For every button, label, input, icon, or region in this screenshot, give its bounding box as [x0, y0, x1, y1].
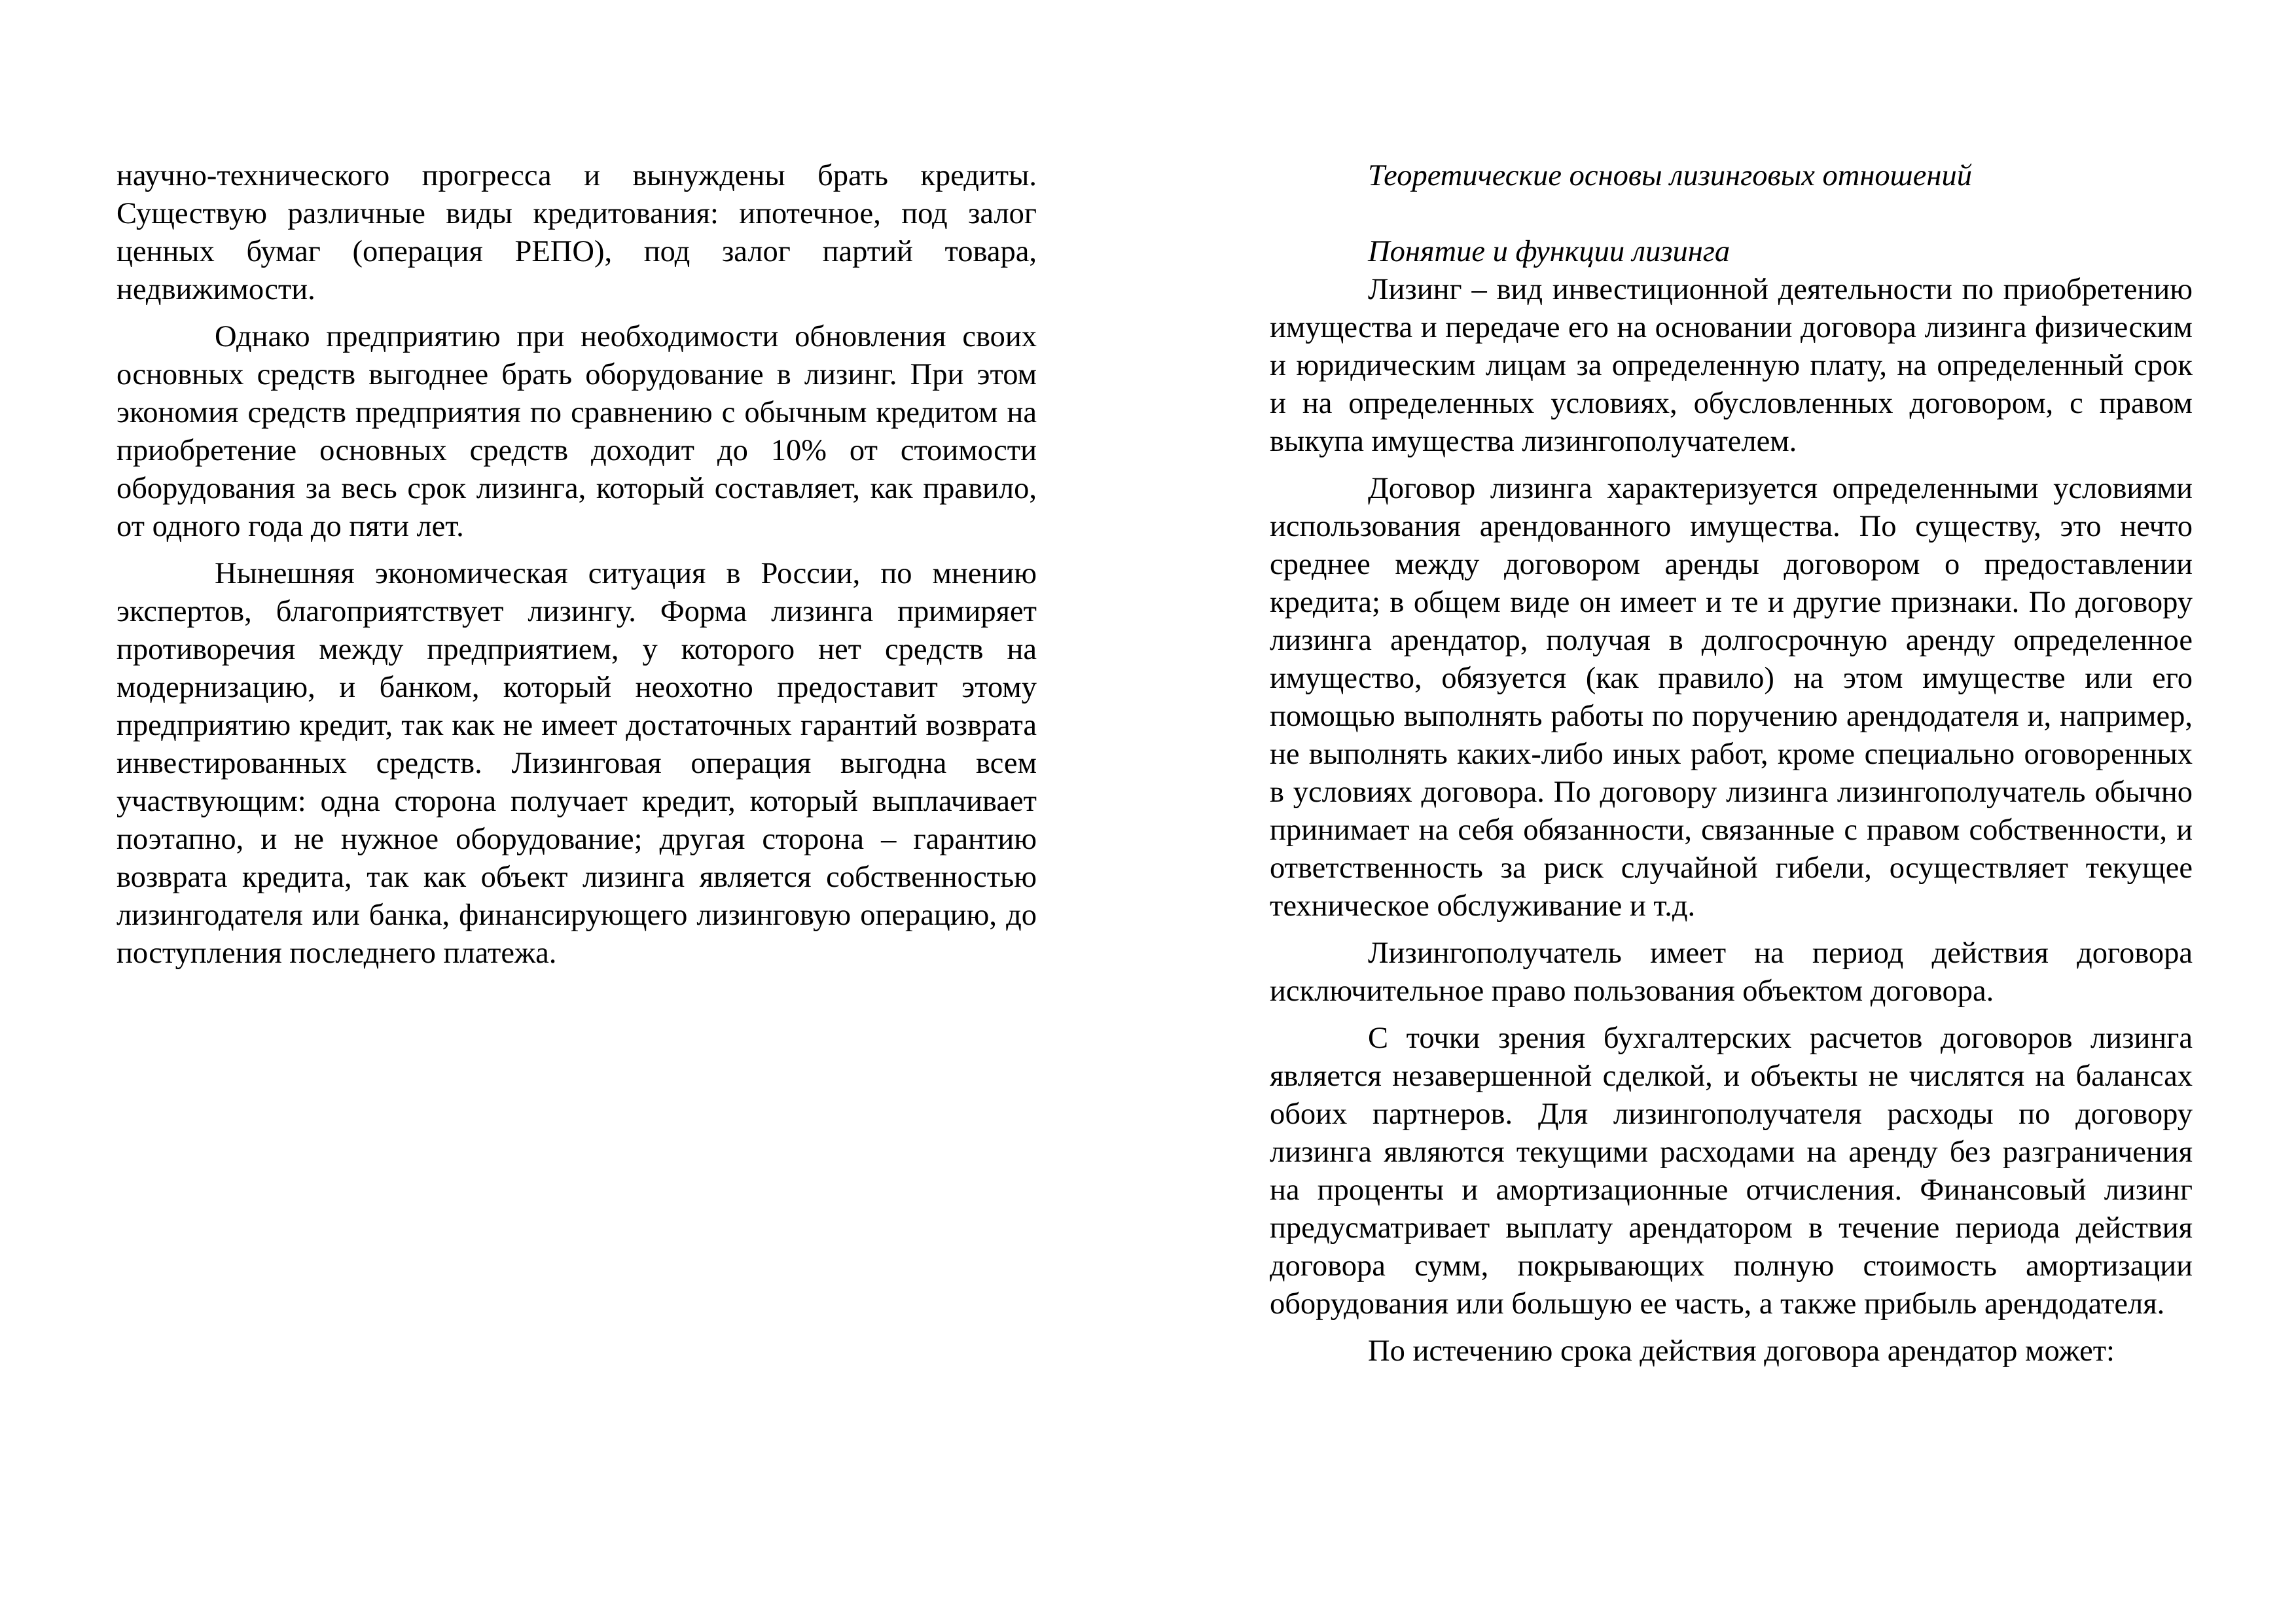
paragraph-accounting: С точки зрения бухгалтерских расчетов договоров лизинга является незавершенной сделкой, и объекты не числятся на балансах обоих партнеров. Для лизингополучателя расходы по договору лизинга являются текущими расходами на аренду без разграничения на проценты и амортизационные отчисления. Финансовый лизинг предусматривает выплату арендатором в течение периода действия договора сумм, покрывающих полную стоимость амортизации оборудования или большую ее часть, а также прибыль арендодателя. [1270, 1022, 2193, 1321]
paragraph-leasing-contract: Договор лизинга характеризуется определенными условиями использования арендованного имущества. По существу, это нечто среднее между договором аренды договором о предоставлении кредита; в общем виде он имеет и те и другие признаки. По договору лизинга арендатор, получая в долгосрочную аренду определенное имущество, обязуется (как правило) на этом имуществе или его помощью выполнять работы по поручению арендодателя и, например, не выполнять каких-либо иных работ, кроме специально оговоренных в условиях договора. По договору лизинга лизингополучатель обычно принимает на себя обязанности, связанные с правом собственности, и ответственность за риск случайной гибели, осуществляет текущее техническое обслуживание и т.д. [1270, 472, 2193, 923]
paragraph-economic-situation: Нынешняя экономическая ситуация в России, по мнению экспертов, благоприятствует лизингу. Форма лизинга примиряет противоречия между предприятием, у которого нет средств на модернизацию, и банком, который неохотно предоставит этому предприятию кредит, так как не имеет достаточных гарантий возврата инвестированных средств. Лизинговая операция выгодна всем участвующим: одна сторона получает кредит, который выплачивает поэтапно, и не нужное оборудование; другая сторона – гарантию возврата кредита, так как объект лизинга является собственностью лизингодателя или банка, финансирующего лизинговую операцию, до поступления последнего платежа. [117, 557, 1037, 970]
right-page [1270, 157, 2193, 1370]
paragraph-equipment-leasing: Однако предприятию при необходимости обновления своих основных средств выгоднее брать оборудование в лизинг. При этом экономия средств предприятия по сравнению с обычным кредитом на приобретение основных средств доходит до 10% от стоимости оборудования за весь срок лизинга, который составляет, как правило, от одного года до пяти лет. [117, 320, 1037, 543]
subsection-title: Понятие и функции лизинга [1368, 235, 1731, 268]
paragraph-contract-expiry: По истечению срока действия договора арендатор может: [1368, 1334, 2115, 1368]
paragraph-leasing-definition: Лизинг – вид инвестиционной деятельности по приобретению имущества и передаче его на основании договора лизинга физическим и юридическим лицам за определенную плату, на определенный срок и на определенных условиях, обусловленных договором, с правом выкупа имущества лизингополучателем. [1270, 273, 2193, 458]
section-title: Теоретические основы лизинговых отношений [1368, 159, 1972, 192]
left-page [117, 157, 1037, 972]
paragraph-lessee-rights: Лизингополучатель имеет на период действия договора исключительное право пользования объектом договора. [1270, 936, 2193, 1008]
paragraph-continuation: научно-технического прогресса и вынуждены брать кредиты. Существую различные виды кредитования: ипотечное, под залог ценных бумаг (операция РЕПО), под залог партий товара, недвижимости. [117, 159, 1037, 306]
heading-spacer [1270, 195, 2193, 233]
